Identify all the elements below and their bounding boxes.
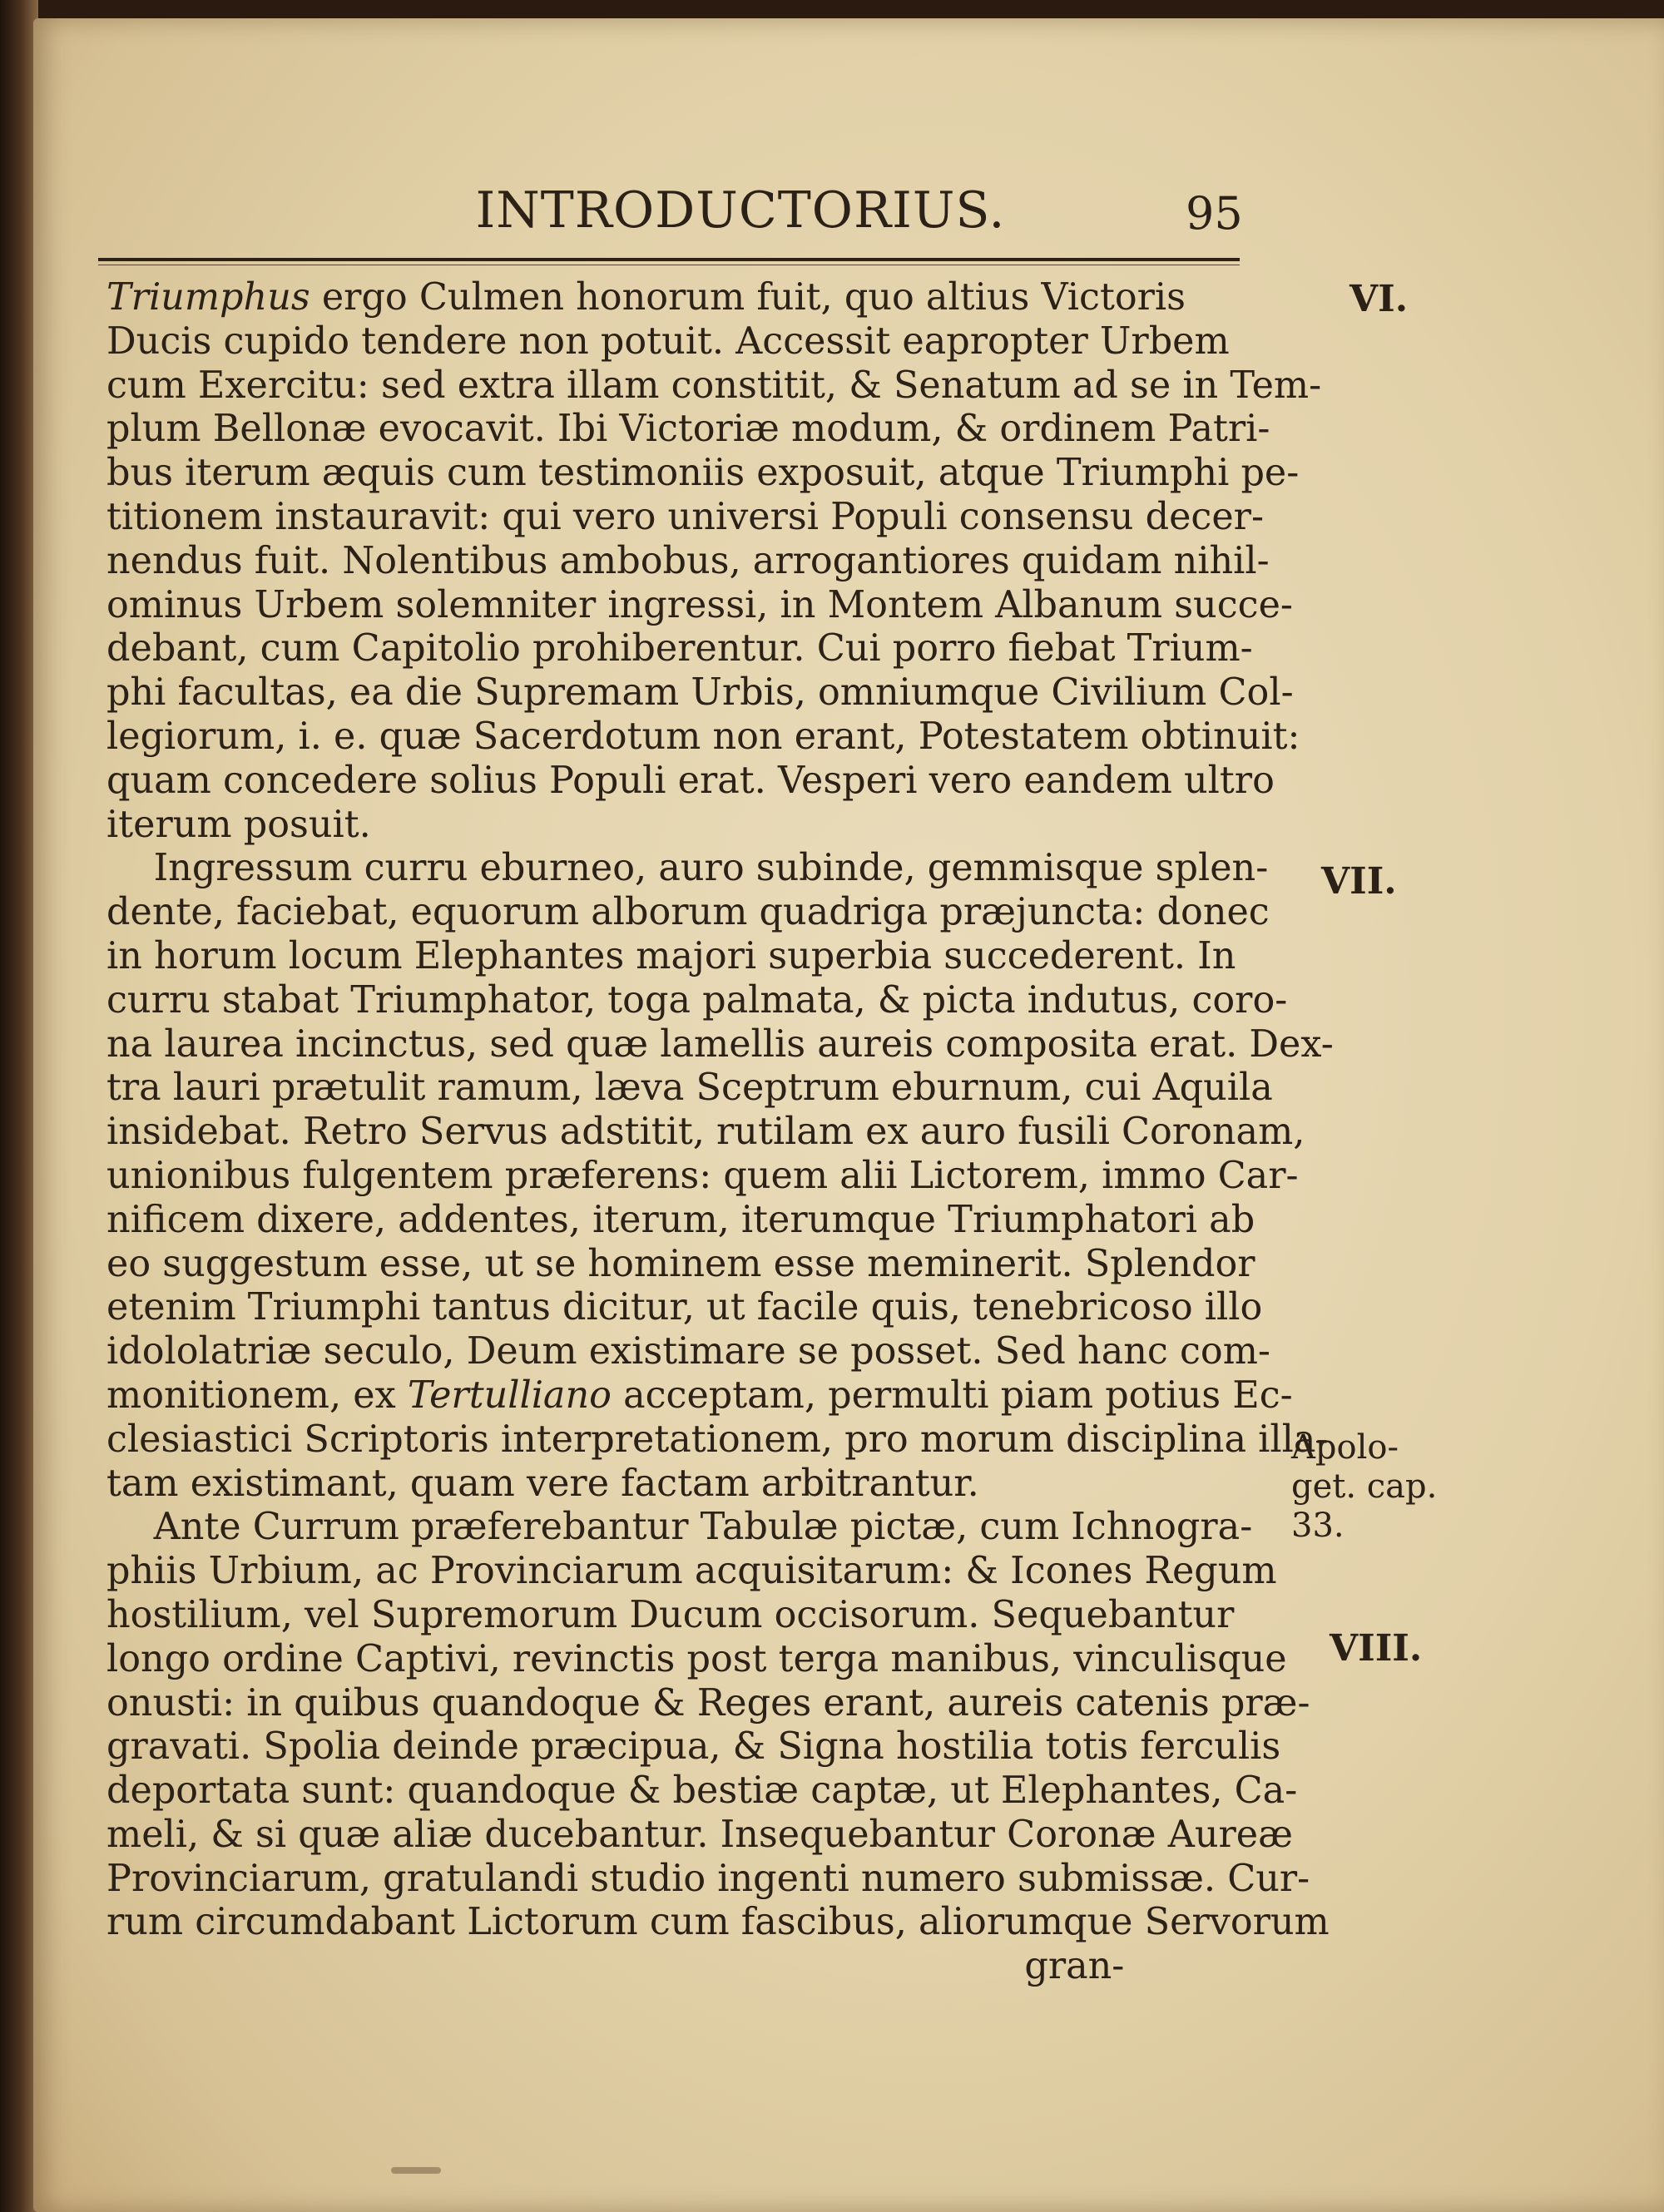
text-line [106,760,1296,804]
text-segment: bus iterum æquis cum testimoniis exposuit, atque Triumphi pe- [106,452,1300,495]
text-line [106,1199,1296,1243]
text-line [106,1725,1296,1769]
text-segment: nificem dixere, addentes, iterum, iterumque Triumphatori ab [106,1198,1255,1241]
text-segment: gravati. Spolia deinde præcipua, & Signa hostilia totis ferculis [106,1725,1281,1769]
text-line [106,1638,1296,1682]
text-segment: rum circumdabant Lictorum cum fascibus, aliorumque Servorum [106,1901,1330,1944]
text-segment: meli, & si quæ aliæ ducebantur. Insequebantur Coronæ Aureæ [106,1813,1293,1856]
text-segment: hostilium, vel Supremorum Ducum occisorum. Sequebantur [106,1593,1235,1636]
text-segment: cum Exercitu: sed extra illam constitit, & Senatum ad se in Tem- [106,364,1322,407]
text-segment: ergo Culmen honorum fuit, quo altius Victoris [310,276,1186,319]
text-line [106,1462,1296,1507]
text-line [106,1286,1296,1330]
text-segment: Ducis cupido tendere non potuit. Accessit eapropter Urbem [106,319,1230,363]
text-segment: tra lauri prætulit ramum, læva Sceptrum eburnum, cui Aquila [106,1066,1273,1110]
text-line [106,276,1296,320]
text-line [106,804,1296,848]
text-segment: insidebat. Retro Servus adstitit, rutilam ex auro fusili Coronam, [106,1111,1305,1154]
text-segment: monitionem, ex [106,1373,408,1417]
margin-note-viii: VIII. [1330,1627,1423,1670]
text-line [106,715,1300,760]
text-segment: phi facultas, ea die Supremam Urbis, omniumque Civilium Col- [106,671,1294,715]
text-line [106,1681,1310,1726]
text-segment: curru stabat Triumphator, toga palmata, & picta indutus, coro- [106,978,1288,1022]
text-segment: ominus Urbem solemniter ingressi, in Montem Albanum succe- [106,583,1293,626]
text-line [106,540,1296,584]
text-line [106,847,1296,891]
text-segment: idololatriæ seculo, Deum existimare se posset. Sed hanc com- [106,1330,1270,1373]
text-line [106,1111,1305,1155]
text-segment: legiorum, i. e. quæ Sacerdotum non erant, Potestatem obtinuit: [106,715,1300,758]
text-line [106,891,1296,935]
text-segment: na laurea incinctus, sed quæ lamellis aureis composita erat. Dex- [106,1022,1334,1066]
text-line [106,1506,1296,1550]
text-segment: longo ordine Captivi, revinctis post terga manibus, vinculisque [106,1637,1287,1680]
text-line [106,408,1296,452]
text-line [106,584,1296,628]
italic-term: Tertulliano [407,1373,612,1417]
text-segment: deportata sunt: quandoque & bestiæ captæ, ut Elephantes, Ca- [106,1769,1298,1813]
text-segment: phiis Urbium, ac Provinciarum acquisitarum: & Icones Regum [106,1550,1277,1593]
text-line [106,496,1296,540]
text-segment: acceptam, permulti piam potius Ec- [611,1373,1293,1417]
text-segment: nendus fuit. Nolentibus ambobus, arrogantiores quidam nihil- [106,539,1270,582]
margin-note-apologet-line2: get. cap. [1291,1467,1438,1506]
text-segment: Provinciarum, gratulandi studio ingenti numero submissæ. Cur- [106,1857,1310,1900]
text-line [106,1154,1299,1199]
margin-note-apologet-line1: Apolo- [1291,1428,1399,1467]
page-number: 95 [1186,187,1243,240]
text-line [106,1594,1296,1638]
text-segment: in horum locum Elephantes majori superbia succederent. In [106,934,1236,977]
text-line [106,1374,1296,1418]
text-line [106,1330,1296,1374]
text-line [106,320,1296,364]
text-line [106,1945,1296,1989]
running-head-title: INTRODUCTORIUS. [475,181,1006,240]
text-line [106,1814,1296,1858]
text-line [106,935,1296,979]
text-line [106,1243,1296,1287]
text-segment: Ante Currum præferebantur Tabulæ pictæ, cum Ichnogra- [106,1506,1253,1549]
text-segment: clesiastici Scriptoris interpretationem, pro morum disciplina illa- [106,1418,1329,1461]
italic-term: Triumphus [106,276,310,319]
text-line [106,452,1300,496]
text-segment: tam existimant, quam vere factam arbitrantur. [106,1462,979,1505]
text-segment: quam concedere solius Populi erat. Vesperi vero eandem ultro [106,759,1275,802]
text-segment: eo suggestum esse, ut se hominem esse meminerit. Splendor [106,1242,1255,1285]
text-line [106,1857,1310,1902]
text-line [106,1022,1334,1067]
text-segment: unionibus fulgentem præferens: quem alii Lictorem, immo Car- [106,1154,1299,1197]
margin-note-apologet-line3: 33. [1291,1507,1345,1545]
text-line [106,671,1296,715]
text-segment: etenim Triumphi tantus dicitur, ut facile quis, tenebricoso illo [106,1286,1263,1329]
text-segment: onusti: in quibus quandoque & Reges erant, aureis catenis præ- [106,1681,1310,1725]
ink-smudge [391,2167,441,2174]
text-segment: iterum posuit. [106,803,371,846]
margin-note-vii: VII. [1321,860,1397,903]
text-segment: Ingressum curru eburneo, auro subinde, gemmisque splen- [106,847,1269,890]
margin-note-apologet [1291,1428,1437,1546]
text-segment: titionem instauravit: qui vero universi Populi consensu decer- [106,495,1264,538]
text-line [106,1901,1330,1945]
text-line [106,364,1322,408]
text-segment: plum Bellonæ evocavit. Ibi Victoriæ modum, & ordinem Patri- [106,408,1270,451]
text-line [106,979,1296,1023]
margin-note-vi: VI. [1350,278,1409,320]
text-line [106,1769,1296,1814]
text-line [106,1066,1296,1111]
text-segment: gran- [106,1945,1125,1988]
text-segment: debant, cum Capitolio prohiberentur. Cui porro fiebat Trium- [106,627,1253,671]
text-line [106,1550,1296,1594]
text-segment: dente, faciebat, equorum alborum quadriga præjuncta: donec [106,891,1270,934]
header-rule [98,258,1240,261]
text-line [106,627,1296,671]
text-line [106,1418,1329,1462]
